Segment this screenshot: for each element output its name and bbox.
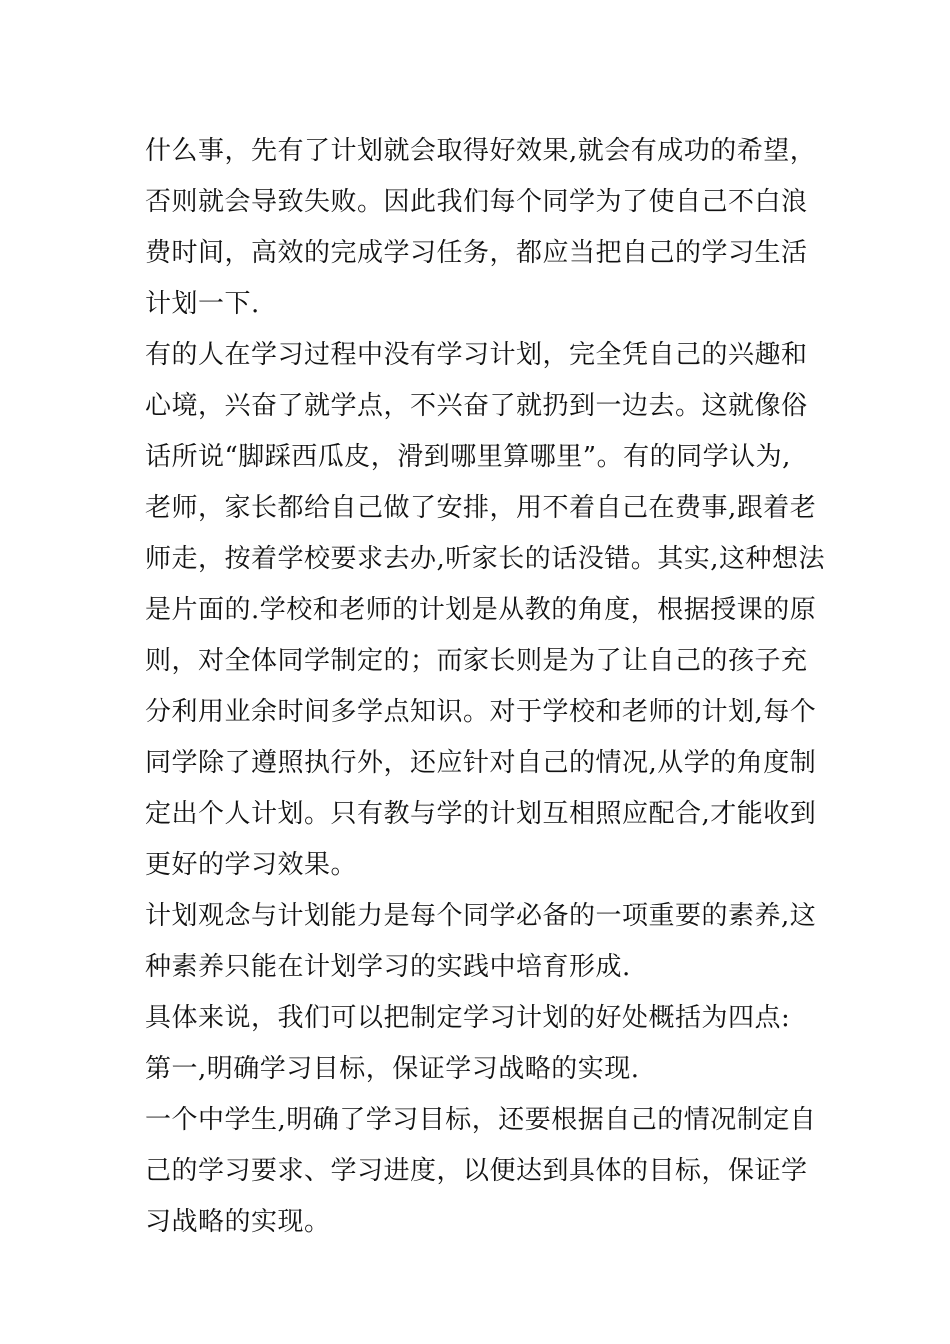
paragraph-3	[145, 891, 817, 993]
text-line: 则，对全体同学制定的；而家长则是为了让自己的孩子充	[145, 646, 808, 676]
document-body	[145, 126, 826, 1248]
text-line: 己的学习要求、学习进度，以便达到具体的目标，保证学	[145, 1156, 808, 1186]
text-line: 费时间，高效的完成学习任务，都应当把自己的学习生活	[145, 238, 808, 268]
text-line: 第一,明确学习目标，保证学习战略的实现.	[145, 1054, 640, 1084]
text-line: 否则就会导致失败。因此我们每个同学为了使自己不白浪	[145, 187, 808, 217]
text-line: 更好的学习效果。	[145, 850, 358, 880]
text-line: 定出个人计划。只有教与学的计划互相照应配合,才能收到	[145, 799, 817, 829]
paragraph-5	[145, 1044, 810, 1095]
paragraph-4	[145, 993, 810, 1044]
text-line: 有的人在学习过程中没有学习计划，完全凭自己的兴趣和	[145, 340, 808, 370]
text-line: 是片面的.学校和老师的计划是从教的角度，根据授课的原	[145, 595, 817, 625]
text-line: 分利用业余时间多学点知识。对于学校和老师的计划,每个	[145, 697, 817, 727]
text-line: 计划观念与计划能力是每个同学必备的一项重要的素养,这	[145, 901, 817, 931]
text-line: 种素养只能在计划学习的实践中培育形成.	[145, 952, 631, 982]
text-line: 话所说“脚踩西瓜皮，滑到哪里算哪里”。有的同学认为,	[145, 442, 791, 472]
paragraph-2	[145, 330, 826, 891]
text-line: 具体来说，我们可以把制定学习计划的好处概括为四点:	[145, 1003, 791, 1033]
text-line: 师走，按着学校要求去办,听家长的话没错。其实,这种想法	[145, 544, 826, 574]
text-line: 习战略的实现。	[145, 1207, 331, 1237]
paragraph-6	[145, 1095, 817, 1248]
text-line: 计划一下.	[145, 289, 260, 319]
text-line: 心境，兴奋了就学点，不兴奋了就扔到一边去。这就像俗	[145, 391, 808, 421]
text-line: 老师，家长都给自己做了安排，用不着自己在费事,跟着老	[145, 493, 817, 523]
text-line: 一个中学生,明确了学习目标，还要根据自己的情况制定自	[145, 1105, 817, 1135]
text-line: 同学除了遵照执行外，还应针对自己的情况,从学的角度制	[145, 748, 817, 778]
paragraph-1	[145, 126, 817, 330]
text-line: 什么事，先有了计划就会取得好效果,就会有成功的希望，	[145, 136, 817, 166]
